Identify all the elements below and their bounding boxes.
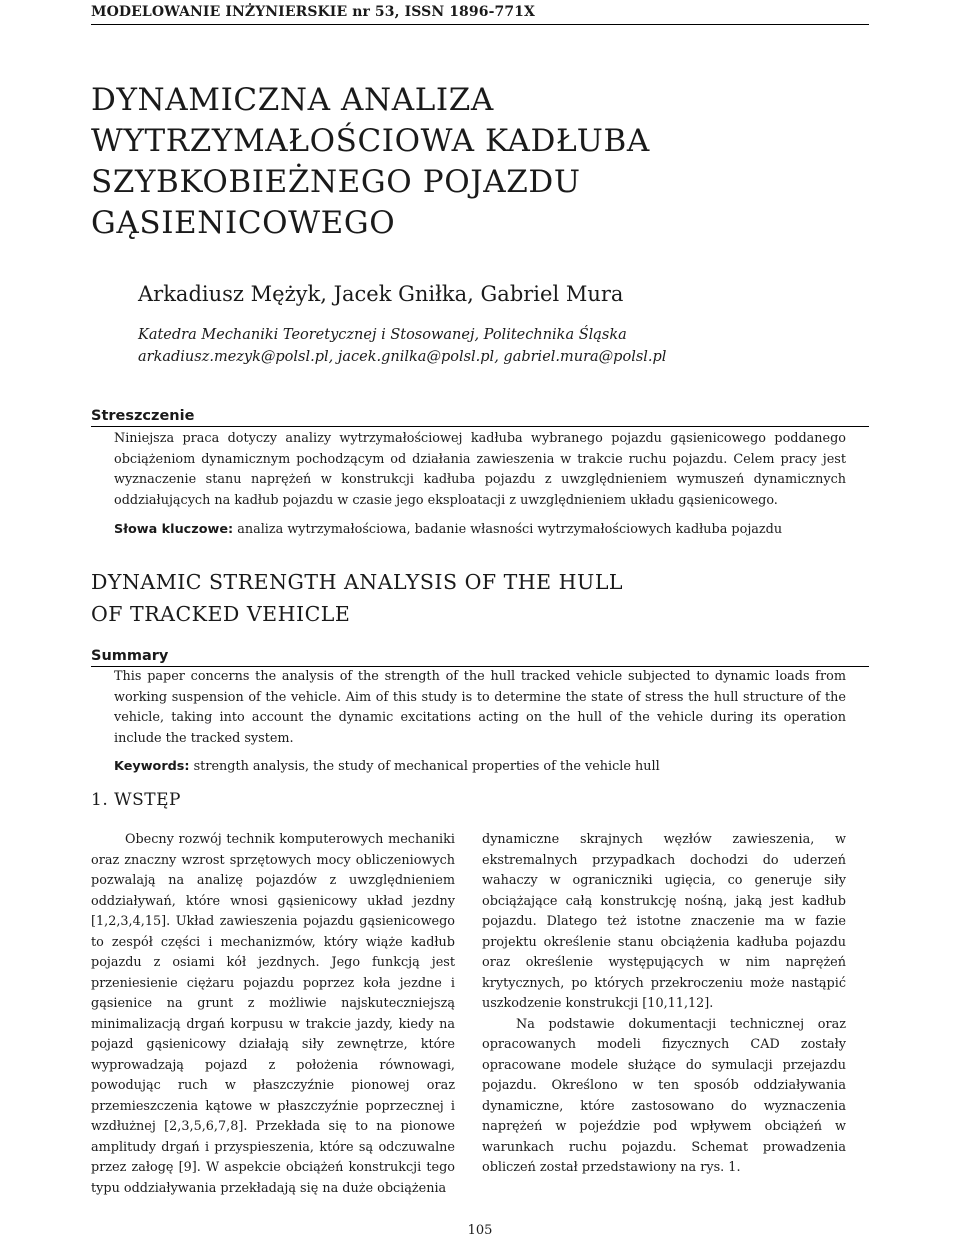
column-right [482,830,846,1179]
keywords-pl [114,520,864,540]
abstract-pl-text: Niniejsza praca dotyczy analizy wytrzymałościowej kadłuba wybranego pojazdu gąsienicowego poddanego obciążeniom dynamicznym pochodzącym od działania zawieszenia w trakcie ruchu pojazdu. Celem pracy jest wyznaczenie stanu naprężeń w konstrukcji kadłuba pojazdu z uwzględnieniem wymuszeń dynamicznych oddziałujących na kadłub pojazdu w czasie jego eksploatacji z uwzględnieniem układu gąsienicowego. [114,431,846,508]
abstract-pl-heading: Streszczenie [91,407,869,427]
abstract-en-text: This paper concerns the analysis of the strength of the hull tracked vehicle subjected to dynamic loads from working suspension of the vehicle. Aim of this study is to determine the state of stress the hull structure of the vehicle, taking into account the dynamic excitations acting on the hull of the vehicle during its operation include the tracked system. [114,669,846,746]
intro-paragraph-2: Na podstawie dokumentacji technicznej oraz opracowanych modeli fizycznych CAD zostały opracowane modele służące do symulacji przejazdu pojazdu. Określono w ten sposób oddziaływania dynamiczne, które zastosowano do wyznaczenia naprężeń w pojeździe pod wpływem obciążeń w warunkach ruchu pojazdu. Schemat prowadzenia obliczeń został przedstawiony na rys. 1. [482,1016,846,1175]
title-pl-line: GĄSIENICOWEGO [91,205,396,241]
title-en-line: DYNAMIC STRENGTH ANALYSIS OF THE HULL [91,570,624,594]
affiliation-block [138,324,666,368]
abstract-en-heading: Summary [91,647,869,667]
intro-paragraph-continued: dynamiczne skrajnych węzłów zawieszenia, w ekstremalnych przypadkach dochodzi do uderzeń wahaczy w ograniczniki ugięcia, co generuje siły obciążające całą konstrukcję nośną, jaką jest kadłub pojazdu. Dlatego też istotne znaczenie ma w fazie projektu określenie stanu obciążenia kadłuba pojazdu oraz określenie występujących w nim naprężeń krytycznych, po których przekroczeniu może nastąpić uszkodzenie konstrukcji [10,11,12]. [482,832,846,1011]
keywords-en [114,757,864,777]
title-en [91,566,891,630]
authors: Arkadiusz Mężyk, Jacek Gniłka, Gabriel Mura [138,282,624,306]
journal-header: MODELOWANIE INŻYNIERSKIE nr 53, ISSN 1896-771X [91,2,869,25]
title-pl [91,80,891,244]
intro-paragraph-1: Obecny rozwój technik komputerowych mechaniki oraz znaczny wzrost sprzętowych mocy obliczeniowych pozwalają na analizę pojazdów z uwzględnieniem oddziaływań, które wnosi gąsienicowy układ jezdny [1,2,3,4,15]. Układ zawieszenia pojazdu gąsienicowego to zespół części i mechanizmów, który wiąże kadłub pojazdu z osiami kół jezdnych. Jego funkcją jest przeniesienie ciężaru pojazdu poprzez koła jezdne i gąsienice na grunt z możliwie najskuteczniejszą minimalizacją drgań korpusu w trakcie jazdy, kiedy na pojazd gąsienicowy działają siły zewnętrze, które wyprowadzają pojazd z położenia równowagi, powodując ruch w płaszczyźnie pionowej oraz przemieszczenia kątowe w płaszczyźnie poprzecznej i wzdłużnej [2,3,5,6,7,8]. Przekłada się to na pionowe amplitudy drgań i przyspieszenia, które są odczuwalne przez załogę [9]. W aspekcie obciążeń konstrukcji tego typu oddziaływania przekładają się na duże obciążenia [91,832,455,1196]
page-number: 105 [467,1223,493,1238]
keywords-en-label: Keywords: [114,759,190,774]
affiliation: Katedra Mechaniki Teoretycznej i Stosowanej, Politechnika Śląska [138,327,627,343]
keywords-pl-text: analiza wytrzymałościowa, badanie własności wytrzymałościowych kadłuba pojazdu [233,522,783,537]
title-pl-line: DYNAMICZNA ANALIZA [91,82,494,118]
title-pl-line: SZYBKOBIEŻNEGO POJAZDU [91,164,581,200]
keywords-pl-label: Słowa kluczowe: [114,522,234,537]
section-1-heading: 1. WSTĘP [91,790,181,810]
title-en-line: OF TRACKED VEHICLE [91,602,351,626]
keywords-en-text: strength analysis, the study of mechanical properties of the vehicle hull [189,759,660,774]
title-pl-line: WYTRZYMAŁOŚCIOWA KADŁUBA [91,123,650,159]
column-left [91,830,455,1199]
emails: arkadiusz.mezyk@polsl.pl, jacek.gnilka@polsl.pl, gabriel.mura@polsl.pl [138,349,667,365]
